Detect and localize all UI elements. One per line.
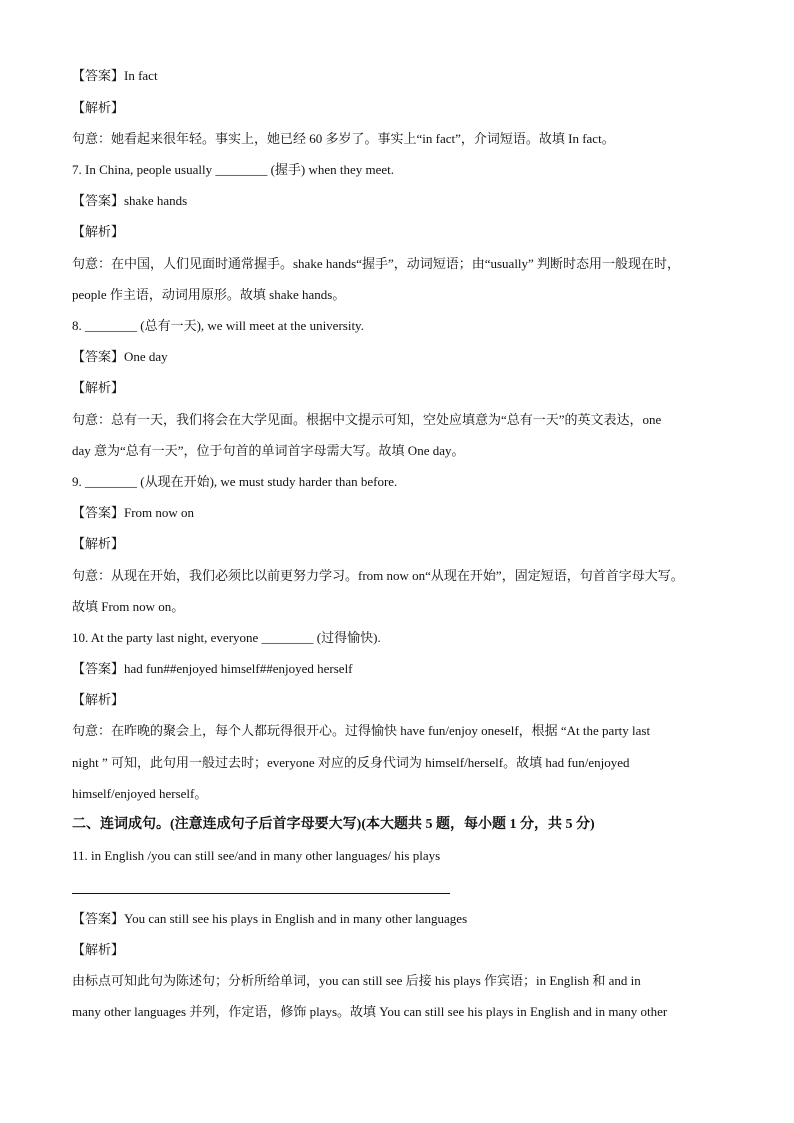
- analysis-label-8: 【解析】: [72, 380, 125, 395]
- analysis-text-10c: himself/enjoyed herself。: [72, 786, 208, 801]
- analysis-label-11: 【解析】: [72, 942, 125, 957]
- analysis-label-9: 【解析】: [72, 536, 125, 551]
- analysis-text-7b: people 作主语，动词用原形。故填 shake hands。: [72, 287, 346, 302]
- analysis-text-10a: 句意：在昨晚的聚会上，每个人都玩得很开心。过得愉快 have fun/enjoy oneself，根据 “At the party last: [72, 723, 651, 738]
- analysis-text-7a: 句意：在中国，人们见面时通常握手。shake hands“握手”，动词短语；由“usually” 判断时态用一般现在时，: [72, 256, 681, 271]
- analysis-text-11b: many other languages 并列，作定语，修饰 plays。故填 You can still see his plays in English and in many other: [72, 1004, 668, 1019]
- analysis-text-10b: night ” 可知，此句用一般过去时；everyone 对应的反身代词为 himself/herself。故填 had fun/enjoyed: [72, 755, 630, 770]
- answer-blank-line: [72, 893, 450, 894]
- question-8: 8. ________ (总有一天), we will meet at the university.: [72, 318, 364, 333]
- answer-line-9: 【答案】From now on: [72, 505, 195, 520]
- analysis-label-6: 【解析】: [72, 100, 125, 115]
- analysis-text-6: 句意：她看起来很年轻。事实上，她已经 60 多岁了。事实上“in fact”，介词短语。故填 In fact。: [72, 131, 615, 146]
- analysis-text-8a: 句意：总有一天，我们将会在大学见面。根据中文提示可知，空处应填意为“总有一天”的英文表达，one: [72, 412, 662, 427]
- analysis-text-9a: 句意：从现在开始，我们必须比以前更努力学习。from now on“从现在开始”，固定短语，句首首字母大写。: [72, 568, 684, 583]
- analysis-text-8b: day 意为“总有一天”，位于句首的单词首字母需大写。故填 One day。: [72, 443, 465, 458]
- analysis-label-10: 【解析】: [72, 692, 125, 707]
- answer-line-11: 【答案】You can still see his plays in English and in many other languages: [72, 911, 468, 926]
- section-heading: 二、连词成句。(注意连成句子后首字母要大写)(本大题共 5 题，每小题 1 分，共 5 分): [72, 817, 595, 832]
- answer-line-8: 【答案】One day: [72, 349, 168, 364]
- answer-line-6: 【答案】In fact: [72, 68, 158, 83]
- analysis-text-11a: 由标点可知此句为陈述句；分析所给单词，you can still see 后接 his plays 作宾语；in English 和 and in: [72, 973, 641, 988]
- analysis-label-7: 【解析】: [72, 224, 125, 239]
- answer-line-7: 【答案】shake hands: [72, 193, 188, 208]
- question-7: 7. In China, people usually ________ (握手) when they meet.: [72, 162, 395, 177]
- question-9: 9. ________ (从现在开始), we must study harder than before.: [72, 474, 398, 489]
- question-11: 11. in English /you can still see/and in many other languages/ his plays: [72, 848, 441, 863]
- question-10: 10. At the party last night, everyone ________ (过得愉快).: [72, 630, 381, 645]
- answer-line-10: 【答案】had fun##enjoyed himself##enjoyed herself: [72, 661, 353, 676]
- analysis-text-9b: 故填 From now on。: [72, 599, 185, 614]
